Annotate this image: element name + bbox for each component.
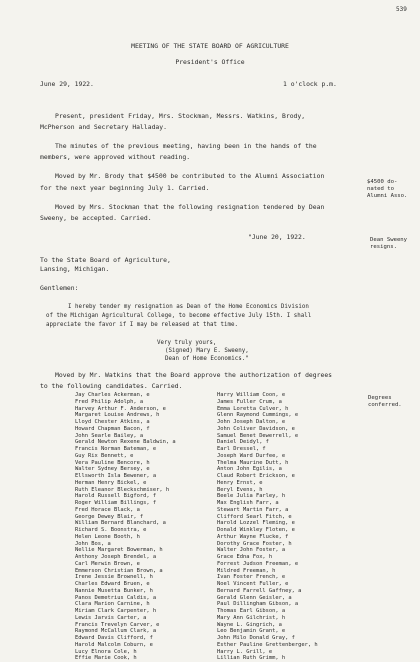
letter-body-1: I hereby tender my resignation as Dean of the Home Economics Division bbox=[68, 304, 309, 310]
candidate-name: Richard S. Boonstra, e bbox=[75, 527, 147, 533]
candidates-list-right bbox=[217, 392, 318, 662]
candidate-name: George Dewey Blair, f bbox=[75, 513, 144, 520]
candidate-name: Raymond McCallum Clark, a bbox=[75, 628, 157, 635]
motion-degrees-line-2: to the following candidates. Carried. bbox=[40, 382, 183, 390]
candidate-name: Lewis Jarvis Carter, a bbox=[75, 614, 147, 621]
candidate-name: Beryl Evens, h bbox=[217, 486, 263, 493]
candidate-name: Stewart Martin Farr, a bbox=[217, 506, 289, 513]
document-title: MEETING OF THE STATE BOARD OF AGRICULTURE bbox=[131, 42, 289, 50]
motion-resignation-line-2: Sweeny, be accepted. Carried. bbox=[40, 214, 152, 222]
candidate-name: Fred Horace Black, a bbox=[75, 506, 140, 513]
candidate-name: Edward Davis Clifford, f bbox=[75, 635, 153, 641]
candidate-name: Grace Edna Fox, h bbox=[217, 554, 273, 560]
margin-note-sweeny-line-2: resigns. bbox=[370, 244, 397, 250]
margin-note-sweeny-line-1: Dean Sweeny bbox=[370, 237, 408, 243]
minutes-line-1: The minutes of the previous meeting, having been in the hands of the bbox=[55, 142, 317, 150]
letter-address-2: Lansing, Michigan. bbox=[40, 265, 110, 273]
candidate-name: Thomas Earl Gibson, a bbox=[217, 608, 286, 614]
candidate-name: Noel Vincent Fuller, e bbox=[217, 581, 289, 587]
candidate-name: Herman Henry Bickel, e bbox=[75, 479, 147, 486]
candidate-name: Effie Marie Cook, h bbox=[75, 655, 137, 662]
candidate-name: John Searle Bailey, a bbox=[75, 432, 144, 439]
margin-note-degrees-line-2: conferred. bbox=[368, 402, 402, 408]
candidate-name: Gerald Glenn Geisler, a bbox=[217, 594, 292, 601]
meeting-date: June 29, 1922. bbox=[40, 80, 94, 88]
candidate-name: Guy Rix Bennett, e bbox=[75, 452, 134, 459]
candidate-name: Earl Dressel, f bbox=[217, 446, 266, 452]
candidate-name: Leo Benjamin Grant, e bbox=[217, 628, 286, 635]
candidate-name: Helen Leone Booth, h bbox=[75, 533, 140, 540]
candidate-name: William Bernard Blanchard, a bbox=[75, 520, 166, 527]
candidate-name: Gerald Newton Rexene Baldwin, a bbox=[75, 439, 176, 446]
candidate-name: Daniel Deidyl, f bbox=[217, 439, 269, 446]
candidate-name: Harry William Coon, e bbox=[217, 392, 286, 398]
letter-address-1: To the State Board of Agriculture, bbox=[40, 256, 171, 264]
candidate-name: Walter Sydney Bersey, e bbox=[75, 466, 150, 473]
margin-note-sweeny bbox=[370, 237, 407, 251]
candidate-name: Harold Malcolm Coburn, e bbox=[75, 641, 153, 648]
candidate-name: Anton John Egilis, a bbox=[217, 466, 282, 473]
candidate-name: Nellie Margaret Bowerman, h bbox=[75, 547, 163, 554]
document-subtitle: President's Office bbox=[175, 58, 245, 66]
motion-degrees-line-1: Moved by Mr. Watkins that the Board approve the authorization of degrees bbox=[55, 371, 333, 379]
candidate-name: Paul Dillingham Gibson, a bbox=[217, 601, 299, 608]
margin-note-degrees bbox=[368, 395, 402, 409]
candidate-name: Joseph Ward Durfee, e bbox=[217, 452, 286, 459]
candidate-name: Emma Loretta Culver, h bbox=[217, 405, 289, 412]
candidate-name: John Milo Donald Gray, f bbox=[217, 635, 295, 641]
candidate-name: Arthur Wayne Flucke, f bbox=[217, 533, 289, 540]
letter-signer-title: Dean of Home Economics." bbox=[165, 356, 249, 362]
candidate-name: Clara Marion Carnine, h bbox=[75, 601, 150, 608]
candidate-name: Clifford Searl Fitch, e bbox=[217, 513, 292, 520]
candidate-name: Forrest Judson Freeman, e bbox=[217, 560, 299, 567]
candidate-name: Miriam Clark Carpenter, h bbox=[75, 608, 157, 614]
candidate-name: Donald Winkley Floten, e bbox=[217, 527, 295, 533]
candidate-name: Esther Pauline Grettenberger, h bbox=[217, 641, 318, 648]
present-line-2: McPherson and Secretary Halladay. bbox=[40, 123, 167, 131]
candidate-name: Ruth Eleanor Bleckschmiser, h bbox=[75, 486, 170, 493]
candidate-name: James Fuller Crum, a bbox=[217, 398, 282, 405]
candidate-name: Irene Jessie Brownell, h bbox=[75, 574, 153, 581]
page-number: 539 bbox=[396, 6, 407, 13]
present-line-1: Present, president Friday, Mrs. Stockman, Messrs. Watkins, Brody, bbox=[55, 112, 306, 120]
candidate-name: Claud Robert Erickson, e bbox=[217, 473, 295, 479]
candidate-name: Margaret Louise Andrews, h bbox=[75, 412, 160, 419]
candidate-name: Henry Ernst, e bbox=[217, 479, 263, 486]
candidate-name: Harvey Arthur F. Anderson, e bbox=[75, 405, 166, 412]
candidate-name: Anthony Joseph Brendel, a bbox=[75, 554, 157, 560]
candidate-name: Lucy Elnora Cole, h bbox=[75, 648, 137, 655]
motion-resignation-line-1: Moved by Mrs. Stockman that the following resignation tendered by Dean bbox=[55, 203, 325, 211]
candidate-name: Emmerson Christian Brown, a bbox=[75, 567, 163, 574]
candidate-name: Harold Lozzel Fleming, e bbox=[217, 520, 295, 527]
candidate-name: Jay Charles Ackerman, e bbox=[75, 392, 150, 398]
letter-closing: Very truly yours, bbox=[157, 340, 217, 346]
candidate-name: Howard Chapman Bacon, f bbox=[75, 425, 150, 432]
letter-body-3: appreciate the favor if I may be released at that time. bbox=[46, 322, 238, 328]
candidate-name: Max English Farr, a bbox=[217, 500, 279, 506]
candidate-name: John Bos, a bbox=[75, 540, 111, 547]
candidates-list-left bbox=[75, 392, 176, 662]
candidate-name: Roger William Billings, f bbox=[75, 500, 157, 506]
motion-alumni-line-1: Moved by Mr. Brody that $4500 be contributed to the Alumni Association bbox=[55, 172, 325, 180]
candidate-name: Harold Russell Bigford, f bbox=[75, 493, 157, 500]
letter-date: "June 20, 1922. bbox=[248, 233, 306, 241]
candidate-name: Dorothy Grace Foster, h bbox=[217, 540, 292, 547]
meeting-time: 1 o'clock p.m. bbox=[283, 80, 337, 88]
candidate-name: Walter John Foster, a bbox=[217, 547, 286, 554]
candidate-name: Charles Edward Bruen, e bbox=[75, 581, 150, 587]
candidate-name: John Joseph Dalton, e bbox=[217, 419, 286, 425]
margin-note-alumni bbox=[367, 179, 407, 200]
candidate-name: Bernard Farrell Gaffney, a bbox=[217, 587, 302, 594]
letter-signature: (Signed) Mary E. Sweeny, bbox=[165, 348, 249, 354]
margin-note-degrees-line-1: Degrees bbox=[368, 395, 392, 401]
margin-note-alumni-line-3: Alumni Asso. bbox=[367, 193, 408, 199]
candidate-name: Lloyd Chester Atkins, a bbox=[75, 419, 150, 425]
letter-salutation: Gentlemen: bbox=[40, 284, 79, 292]
candidate-name: John Coliver Davidson, e bbox=[217, 425, 295, 432]
margin-note-alumni-line-1: $4500 do- bbox=[367, 179, 398, 185]
margin-note-alumni-line-2: nated to bbox=[367, 186, 394, 192]
minutes-line-2: members, were approved without reading. bbox=[40, 153, 191, 161]
candidate-name: Ellsworth Isla Bewener, a bbox=[75, 473, 157, 479]
candidate-name: Francis Norman Bateman, e bbox=[75, 446, 157, 452]
candidate-name: Lillian Ruth Grimm, h bbox=[217, 655, 286, 662]
candidate-name: Ivan Foster French, e bbox=[217, 574, 286, 581]
candidate-name: Nannie Musetta Bunker, h bbox=[75, 587, 153, 594]
motion-alumni-line-2: for the next year beginning July 1. Carried. bbox=[40, 184, 210, 192]
candidate-name: Harry L. Grill, e bbox=[217, 648, 273, 655]
candidate-name: Wayne L. Gingrich, a bbox=[217, 621, 282, 628]
candidate-name: Samuel Benet Dewerrell, e bbox=[217, 432, 299, 439]
candidate-name: Thelma Maurine Dutt, h bbox=[217, 459, 289, 466]
letter-body-2: of the Michigan Agricultural College, to become effective July 15th. I shall bbox=[46, 313, 312, 319]
candidate-name: Fred Philip Adolph, a bbox=[75, 398, 144, 405]
candidate-name: Beele Julia Farley, h bbox=[217, 493, 286, 500]
candidate-name: Glenn Raymond Cummings, e bbox=[217, 412, 299, 419]
candidate-name: Carl Merwin Brown, e bbox=[75, 560, 140, 567]
candidate-name: Francis Trevelyn Carver, e bbox=[75, 621, 160, 628]
candidate-name: Vera Pauline Bencore, h bbox=[75, 459, 150, 466]
candidate-name: Mildred Freeman, h bbox=[217, 567, 276, 574]
candidate-name: Mary Ann Gilchrist, h bbox=[217, 614, 286, 621]
candidate-name: Panos Demetrius Caldis, a bbox=[75, 594, 157, 601]
